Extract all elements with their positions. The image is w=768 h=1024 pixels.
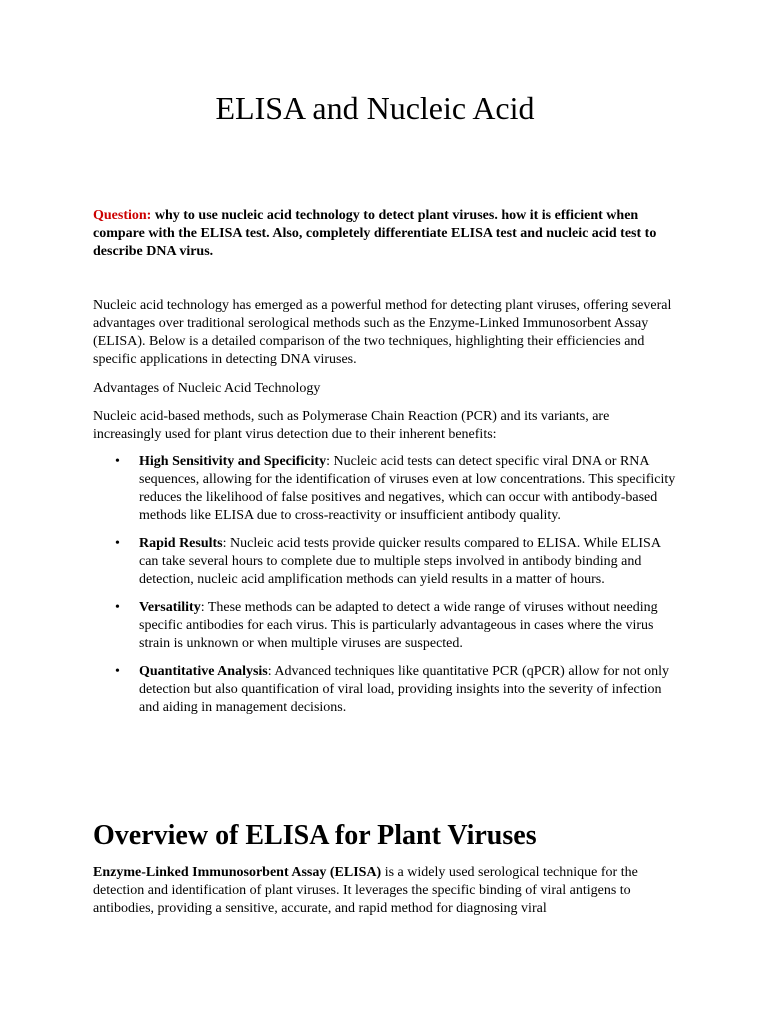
benefit-text: : Advanced techniques like quantitative PCR (qPCR) allow for not only detection but also quantification of viral load, providing insights into the severity of infection and aiding in management decisions. — [139, 664, 670, 715]
section-paragraph — [93, 864, 678, 918]
document-title: ELISA and Nucleic Acid — [215, 90, 535, 126]
list-item — [93, 535, 683, 589]
benefit-text: : Nucleic acid tests provide quicker results compared to ELISA. While ELISA can take several hours to complete due to multiple steps involved in antibody binding and detection, nucleic acid amplification methods can yield results in a matter of hours. — [139, 536, 661, 587]
question-label: Question: — [93, 208, 152, 223]
question-text: why to use nucleic acid technology to detect plant viruses. how it is efficient when compare with the ELISA test. Also, completely differentiate ELISA test and nucleic acid test to describe DNA virus. — [93, 208, 657, 259]
question-paragraph — [93, 207, 673, 261]
bullet-icon: • — [115, 664, 120, 679]
bullet-icon: • — [115, 536, 120, 551]
advantages-heading: Advantages of Nucleic Acid Technology — [93, 381, 321, 396]
intro-paragraph: Nucleic acid technology has emerged as a powerful method for detecting plant viruses, offering several advantages over traditional serological methods such as the Enzyme-Linked Immunosorbent Assay (ELISA). Below is a detailed comparison of the two techniques, highlighting their efficiencies and specific applications in detecting DNA viruses. — [93, 298, 672, 367]
benefit-term: Versatility — [139, 600, 201, 615]
section-title: Overview of ELISA for Plant Viruses — [93, 820, 537, 851]
list-item — [93, 453, 683, 525]
section-term: Enzyme-Linked Immunosorbent Assay (ELISA) — [93, 865, 382, 880]
list-item — [93, 663, 683, 717]
benefit-text: : These methods can be adapted to detect a wide range of viruses without needing specific antibodies for each virus. This is particularly advantageous in cases where the virus strain is unknown or when multiple viruses are suspected. — [139, 600, 658, 651]
benefit-term: Rapid Results — [139, 536, 223, 551]
list-item — [93, 599, 683, 653]
benefit-term: Quantitative Analysis — [139, 664, 268, 679]
bullet-icon: • — [115, 600, 120, 615]
benefits-list — [93, 453, 683, 727]
bullet-icon: • — [115, 454, 120, 469]
methods-intro-paragraph: Nucleic acid-based methods, such as Polymerase Chain Reaction (PCR) and its variants, are increasingly used for plant virus detection due to their inherent benefits: — [93, 409, 610, 442]
benefit-term: High Sensitivity and Specificity — [139, 454, 327, 469]
benefit-text: : Nucleic acid tests can detect specific viral DNA or RNA sequences, allowing for the identification of viruses even at low concentrations. This specificity reduces the likelihood of false positives and negatives, which can occur with antibody-based methods like ELISA due to cross-reactivity or insufficient antibody quality. — [139, 454, 676, 523]
section-text: is a widely used serological technique for the detection and identification of plant viruses. It leverages the specific binding of viral antigens to antibodies, providing a sensitive, accurate, and rapid method for diagnosing viral — [93, 865, 638, 916]
